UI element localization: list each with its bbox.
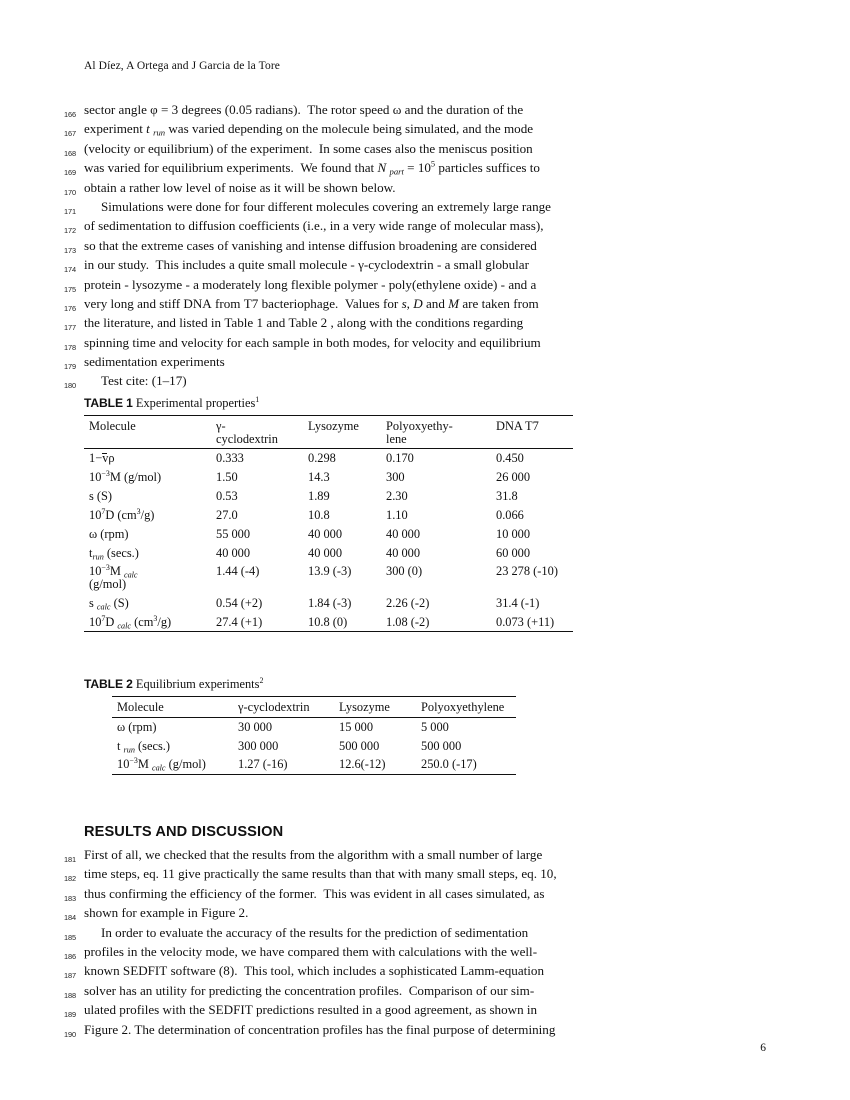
text-line: 182 time steps, eq. 11 give practically the same results than that with many small steps, eq. 10, xyxy=(84,864,573,883)
table-1-caption-label: TABLE 1 xyxy=(84,396,133,410)
cell: 500 000 xyxy=(421,738,462,753)
running-head: Al Díez, A Ortega and J Garcia de la Tore xyxy=(84,60,280,72)
cell: 2.26 (-2) xyxy=(386,595,430,610)
text-line-content: shown for example in Figure 2. xyxy=(84,905,249,921)
cell: 14.3 xyxy=(308,470,330,485)
text-line: 183 thus confirming the efficiency of the former. This was evident in all cases simulated, as xyxy=(84,884,573,903)
text-line: 171 Simulations were done for four different molecules covering an extremely large range xyxy=(84,197,573,216)
row-label-d-calc: $10^7D$ calc $(cm^3/g)$ xyxy=(84,613,216,632)
table-row xyxy=(84,544,573,563)
text-line: 166 sector angle φ = 3 degrees (0.05 radians). The rotor speed ω and the duration of the xyxy=(84,100,573,119)
table-row xyxy=(84,613,573,632)
line-number: 169 xyxy=(63,168,76,178)
table-row xyxy=(112,737,516,756)
table-2 xyxy=(112,696,516,775)
text-line: 168 (velocity or equilibrium) of the experiment. In some cases also the meniscus position xyxy=(84,139,573,158)
cell: 55 000 xyxy=(216,526,251,541)
row-label-omega: ω (rpm) xyxy=(89,526,129,541)
line-number: 189 xyxy=(63,1010,76,1020)
table-row xyxy=(112,755,516,774)
table-row xyxy=(84,594,573,613)
line-number: 180 xyxy=(63,381,76,391)
table-row xyxy=(84,487,573,506)
line-number: 167 xyxy=(63,129,76,139)
body-text-bottom xyxy=(63,845,573,1039)
col-cyclodextrin-line1: γ- xyxy=(216,419,226,433)
col-poly-line2: lene xyxy=(386,431,407,446)
cell: 23 278 (-10) xyxy=(496,564,558,579)
text-line: 167 experiment t run was varied depending on the molecule being simulated, and the mode xyxy=(84,119,573,138)
text-line: 173 so that the extreme cases of vanishing and intense diffusion broadening are considered xyxy=(84,236,573,255)
row-label-s-calc: s calc (S) xyxy=(89,595,129,612)
line-number: 176 xyxy=(63,303,76,313)
table-row xyxy=(112,717,516,736)
cell: 0.073 (+11) xyxy=(496,613,573,632)
line-number: 186 xyxy=(63,951,76,961)
col-poly-line1: Polyoxyethy- xyxy=(386,419,453,433)
col-cyclodextrin-rest: -cyclodextrin xyxy=(243,700,310,714)
text-line: 188 solver has an utility for predicting the concentration profiles. Comparison of our sim- xyxy=(84,981,573,1000)
table-2-caption-superscript: 2 xyxy=(259,675,264,685)
table-2-caption xyxy=(84,677,516,692)
table-row xyxy=(84,506,573,525)
line-number: 172 xyxy=(63,226,76,236)
row-label-1-v-rho: 1−vρ xyxy=(84,449,216,468)
line-number: 173 xyxy=(63,245,76,255)
table-2-col-polyoxyethylene: Polyoxyethylene xyxy=(421,697,516,718)
cell: 31.8 xyxy=(496,489,518,504)
body-text-top xyxy=(63,100,573,391)
cell: 15 000 xyxy=(339,717,421,736)
row-label-omega: ω (rpm) xyxy=(112,717,238,736)
cell: 40 000 xyxy=(308,526,343,541)
cell: 0.170 xyxy=(386,449,496,468)
cell: 60 000 xyxy=(496,545,531,560)
cell: 13.9 (-3) xyxy=(308,564,352,579)
text-line: 169 was varied for equilibrium experiments. We found that N part = $10^5$ particles suffices to xyxy=(84,158,573,177)
gamma-symbol: γ xyxy=(238,700,244,714)
cell: 250.0 (-17) xyxy=(421,755,516,774)
line-number: 187 xyxy=(63,971,76,981)
row-label-t-run: trun (secs.) xyxy=(89,545,139,561)
line-number: 184 xyxy=(63,913,76,923)
table-2-caption-text: Equilibrium experiments xyxy=(135,677,260,691)
page-number: 6 xyxy=(760,1042,766,1054)
cell: 5 000 xyxy=(421,717,516,736)
line-number: 170 xyxy=(63,187,76,197)
cell: 31.4 (-1) xyxy=(496,595,540,610)
table-2-block xyxy=(84,677,516,775)
line-number: 190 xyxy=(63,1029,76,1039)
cell: 1.84 (-3) xyxy=(308,595,352,610)
row-label-m-calc: $10^{-3}M$ calc (g/mol) xyxy=(89,563,138,592)
cell: 12.6(-12) xyxy=(339,755,421,774)
table-1-block xyxy=(84,396,573,632)
text-line: 178 spinning time and velocity for each sample in both modes, for velocity and equilibrium xyxy=(84,333,573,352)
row-label-m-calc: $10^{-3}M$ calc (g/mol) xyxy=(112,755,238,774)
cell: 30 000 xyxy=(238,717,339,736)
line-number: 166 xyxy=(63,110,76,119)
line-number: 177 xyxy=(63,323,76,333)
line-number: 181 xyxy=(63,855,76,864)
text-line-content: Test cite: (1–17) xyxy=(101,373,187,389)
table-2-caption-label: TABLE 2 xyxy=(84,677,133,691)
table-2-col-cyclodextrin xyxy=(238,697,339,718)
line-number: 185 xyxy=(63,932,76,942)
line-number: 178 xyxy=(63,342,76,352)
table-row xyxy=(84,562,573,593)
col-cyclodextrin-line2: cyclodextrin xyxy=(216,431,278,446)
table-1-col-molecule: Molecule xyxy=(84,416,216,449)
cell: 1.89 xyxy=(308,489,330,504)
table-1 xyxy=(84,415,573,632)
text-line: 175 protein - lysozyme - a moderately long flexible polymer - poly(ethylene oxide) - and a xyxy=(84,275,573,294)
cell: 10 000 xyxy=(496,526,531,541)
row-label-t-run: t run (secs.) xyxy=(117,738,170,754)
cell: 40 000 xyxy=(386,545,421,560)
table-1-caption-superscript: 1 xyxy=(255,394,260,404)
cell: 10.8 xyxy=(308,507,330,522)
table-1-col-polyoxyethylene xyxy=(386,416,496,449)
line-number: 174 xyxy=(63,265,76,275)
line-number: 171 xyxy=(63,206,76,216)
line-number: 188 xyxy=(63,990,76,1000)
line-number: 168 xyxy=(63,148,76,158)
text-line: 172 of sedimentation to diffusion coefficients (i.e., in a very wide range of molecular mass), xyxy=(84,216,573,235)
text-line: 170 obtain a rather low level of noise as it will be shown below. xyxy=(84,178,573,197)
cell: 1.08 (-2) xyxy=(386,613,496,632)
text-line: 189 ulated profiles with the SEDFIT predictions resulted in a good agreement, as shown in xyxy=(84,1000,573,1019)
text-line xyxy=(63,371,573,391)
text-line: 186 profiles in the velocity mode, we have compared them with calculations with the well- xyxy=(84,942,573,961)
cell: 40 000 xyxy=(386,526,421,541)
cell: 27.0 xyxy=(216,507,238,522)
cell: 300 (0) xyxy=(386,564,423,579)
cell: 2.30 xyxy=(386,489,408,504)
table-row xyxy=(84,449,573,468)
cell: 26 000 xyxy=(496,470,531,485)
table-2-col-lysozyme: Lysozyme xyxy=(339,697,421,718)
text-line-content: sedimentation experiments xyxy=(84,354,225,370)
text-line: 176 very long and stiff DNA from T7 bacteriophage. Values for s, D and M are taken from xyxy=(84,294,573,313)
line-number: 182 xyxy=(63,874,76,884)
cell: 1.10 xyxy=(386,507,408,522)
text-line: 187 known SEDFIT software (8). This tool, which includes a sophisticated Lamm-equation xyxy=(84,961,573,980)
table-row xyxy=(84,525,573,544)
cell: 1.44 (-4) xyxy=(216,564,260,579)
cell: 40 000 xyxy=(216,545,251,560)
table-1-col-cyclodextrin xyxy=(216,416,308,449)
line-number: 179 xyxy=(63,362,76,372)
table-1-col-lysozyme: Lysozyme xyxy=(308,416,386,449)
cell: 0.333 xyxy=(216,449,308,468)
cell: 27.4 (+1) xyxy=(216,613,308,632)
text-line: 185 In order to evaluate the accuracy of the results for the prediction of sedimentation xyxy=(84,923,573,942)
table-row xyxy=(84,468,573,487)
section-heading-results: RESULTS AND DISCUSSION xyxy=(84,824,284,840)
table-1-caption-text: Experimental properties xyxy=(135,396,256,410)
line-number: 183 xyxy=(63,893,76,903)
cell: 0.54 (+2) xyxy=(216,595,263,610)
cell: 1.50 xyxy=(216,470,238,485)
text-line: 174 in our study. This includes a quite small molecule - γ-cyclodextrin - a small globular xyxy=(84,255,573,274)
cell: 500 000 xyxy=(339,738,380,753)
cell: 40 000 xyxy=(308,545,343,560)
cell: 300 xyxy=(386,470,405,485)
table-2-header-row xyxy=(112,697,516,718)
cell: 0.53 xyxy=(216,489,238,504)
line-number: 175 xyxy=(63,284,76,294)
text-line xyxy=(63,1020,573,1039)
table-2-col-molecule: Molecule xyxy=(112,697,238,718)
text-line: 177 the literature, and listed in Table 1 and Table 2 , along with the conditions regarding xyxy=(84,313,573,332)
table-1-header-row xyxy=(84,416,573,449)
text-line: 181 First of all, we checked that the results from the algorithm with a small number of large xyxy=(84,845,573,864)
row-label-s: s (S) xyxy=(89,489,113,504)
cell: 0.450 xyxy=(496,449,573,468)
cell: 0.066 xyxy=(496,507,524,522)
cell: 10.8 (0) xyxy=(308,613,386,632)
table-1-caption xyxy=(84,396,573,411)
cell: 1.27 (-16) xyxy=(238,755,339,774)
row-label-molar-mass: $10^{-3}M$ (g/mol) xyxy=(89,469,162,485)
text-line xyxy=(63,352,573,372)
cell: 0.298 xyxy=(308,449,386,468)
table-1-col-dna-t7: DNA T7 xyxy=(496,416,573,449)
row-label-d: $10^7D$ $(cm^3/g)$ xyxy=(89,506,155,522)
cell: 300 000 xyxy=(238,738,279,753)
text-line-content: Figure 2. The determination of concentration profiles has the final purpose of determining xyxy=(84,1021,556,1037)
text-line xyxy=(63,903,573,923)
